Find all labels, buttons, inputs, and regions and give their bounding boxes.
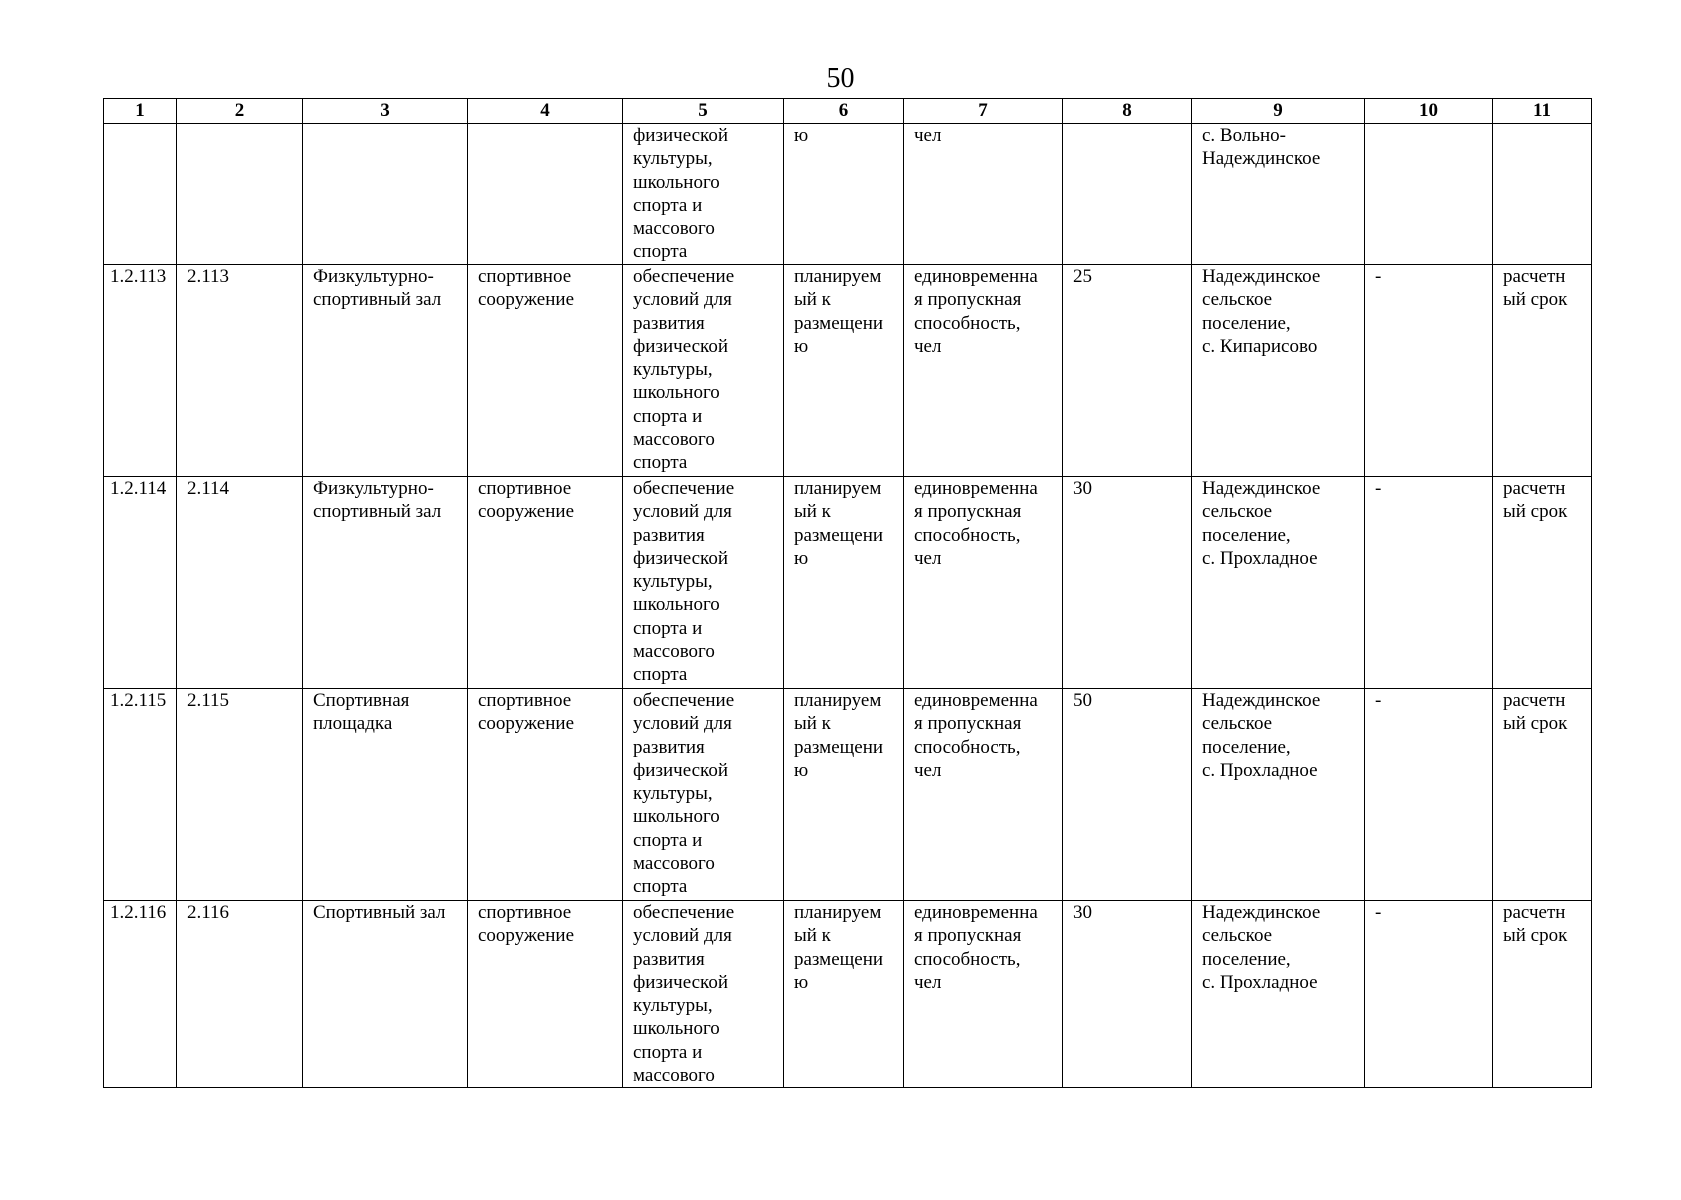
cell-number <box>177 124 303 265</box>
table-row <box>104 901 1592 1088</box>
cell-status: планируем ый к размещени ю <box>784 901 904 1088</box>
cell-status: ю <box>784 124 904 265</box>
cell-purpose: обеспечение условий для развития физической культуры, школьного спорта и массового <box>623 901 784 1088</box>
cell-index: 1.2.116 <box>104 901 177 1088</box>
page-number: 50 <box>826 63 855 94</box>
cell-term: расчетн ый срок <box>1493 901 1592 1088</box>
column-header: 11 <box>1493 99 1592 124</box>
cell-index <box>104 124 177 265</box>
table-row <box>104 124 1592 265</box>
cell-purpose: обеспечение условий для развития физической культуры, школьного спорта и массового спорта <box>623 265 784 477</box>
cell-type: спортивное сооружение <box>468 265 623 477</box>
column-header: 8 <box>1063 99 1192 124</box>
column-header: 10 <box>1365 99 1493 124</box>
cell-type: спортивное сооружение <box>468 901 623 1088</box>
cell-purpose: физической культуры, школьного спорта и массового спорта <box>623 124 784 265</box>
cell-value <box>1063 124 1192 265</box>
cell-number: 2.113 <box>177 265 303 477</box>
cell-location: Надеждинское сельское поселение, с. Прохладное <box>1192 477 1365 689</box>
cell-zone: - <box>1365 477 1493 689</box>
cell-term: расчетн ый срок <box>1493 477 1592 689</box>
cell-number: 2.115 <box>177 689 303 901</box>
column-header: 5 <box>623 99 784 124</box>
cell-name: Физкультурно- спортивный зал <box>303 265 468 477</box>
cell-characteristic: единовременна я пропускная способность, чел <box>904 689 1063 901</box>
cell-characteristic: чел <box>904 124 1063 265</box>
cell-location: Надеждинское сельское поселение, с. Прохладное <box>1192 689 1365 901</box>
cell-purpose: обеспечение условий для развития физической культуры, школьного спорта и массового спорта <box>623 477 784 689</box>
cell-value: 30 <box>1063 477 1192 689</box>
facilities-table <box>103 98 1592 1088</box>
column-header: 4 <box>468 99 623 124</box>
cell-purpose: обеспечение условий для развития физической культуры, школьного спорта и массового спорта <box>623 689 784 901</box>
cell-zone: - <box>1365 689 1493 901</box>
column-header: 2 <box>177 99 303 124</box>
cell-name: Физкультурно- спортивный зал <box>303 477 468 689</box>
cell-term <box>1493 124 1592 265</box>
cell-name: Спортивная площадка <box>303 689 468 901</box>
column-header: 7 <box>904 99 1063 124</box>
cell-location: Надеждинское сельское поселение, с. Прохладное <box>1192 901 1365 1088</box>
cell-location: с. Вольно- Надеждинское <box>1192 124 1365 265</box>
cell-number: 2.114 <box>177 477 303 689</box>
table-row <box>104 265 1592 477</box>
cell-characteristic: единовременна я пропускная способность, чел <box>904 477 1063 689</box>
cell-term: расчетн ый срок <box>1493 689 1592 901</box>
cell-status: планируем ый к размещени ю <box>784 477 904 689</box>
cell-name: Спортивный зал <box>303 901 468 1088</box>
cell-zone <box>1365 124 1493 265</box>
cell-name <box>303 124 468 265</box>
cell-zone: - <box>1365 901 1493 1088</box>
cell-type: спортивное сооружение <box>468 689 623 901</box>
cell-type <box>468 124 623 265</box>
cell-status: планируем ый к размещени ю <box>784 265 904 477</box>
cell-zone: - <box>1365 265 1493 477</box>
column-header: 9 <box>1192 99 1365 124</box>
cell-index: 1.2.113 <box>104 265 177 477</box>
cell-value: 50 <box>1063 689 1192 901</box>
cell-location: Надеждинское сельское поселение, с. Кипарисово <box>1192 265 1365 477</box>
cell-characteristic: единовременна я пропускная способность, чел <box>904 265 1063 477</box>
cell-type: спортивное сооружение <box>468 477 623 689</box>
column-header: 3 <box>303 99 468 124</box>
cell-value: 30 <box>1063 901 1192 1088</box>
cell-value: 25 <box>1063 265 1192 477</box>
column-header: 6 <box>784 99 904 124</box>
table-row <box>104 477 1592 689</box>
cell-status: планируем ый к размещени ю <box>784 689 904 901</box>
table-header-row <box>104 99 1592 124</box>
cell-index: 1.2.114 <box>104 477 177 689</box>
cell-number: 2.116 <box>177 901 303 1088</box>
cell-index: 1.2.115 <box>104 689 177 901</box>
column-header: 1 <box>104 99 177 124</box>
table-row <box>104 689 1592 901</box>
cell-term: расчетн ый срок <box>1493 265 1592 477</box>
cell-characteristic: единовременна я пропускная способность, чел <box>904 901 1063 1088</box>
